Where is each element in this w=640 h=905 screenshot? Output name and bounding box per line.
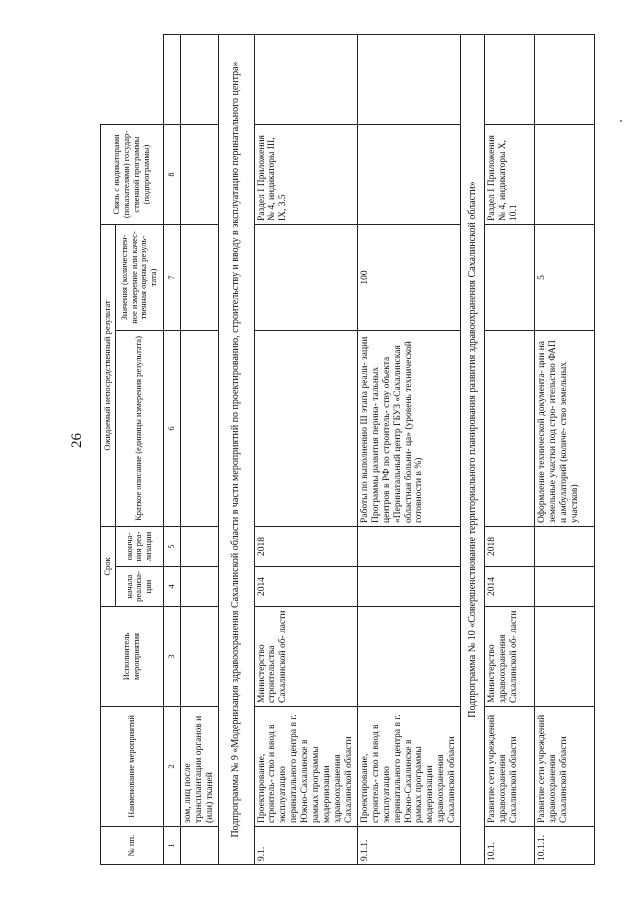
indicator-link: Раздел I Приложения № 4, индикаторы X, 10.1 [485,125,535,225]
column-numbers-row [163,35,180,865]
executor [357,607,460,707]
col-number: 6 [163,331,180,527]
header-term: Срок [101,527,116,607]
end-year [535,527,595,567]
header-name: Наименование мероприятий [101,707,164,827]
result-description: Работы по выполнению III этапа реали- зации Программы развития перина- тальных центров в РФ по строитель- ству объекта «Перинатальный центр ГБУЗ «Сахалинская областная больни- ца» (уровень технической готовности в %) [357,331,460,527]
row-number: 9.1.1. [357,827,460,865]
row-number: 10.1.1. [535,827,595,865]
indicator-link [535,125,595,225]
section-title: Подпрограмма № 9 «Модернизация здравоохранения Сахалинской области в части мероприятий по проектированию, строительству и вводу в эксплуатацию перинатального центра» [218,35,254,865]
result-description: Оформление технической документа- ции на земельные участки под стро- ительство ФАП и амбулаторий (количе- ство земельных участков) [535,331,595,527]
col-number: 4 [163,567,180,607]
end-year [357,527,460,567]
col-number: 7 [163,225,180,331]
start-year: 2014 [254,567,357,607]
executor: Министерство здравоохранения Сахалинской об- ласти [485,607,535,707]
indicator-link [357,125,460,225]
header-description: Краткое описание (единицы измерения результата) [115,331,163,527]
measure-name: Развитие сети учреждений здравоохранения Сахалинской области [535,707,595,827]
page-number: 26 [69,433,85,448]
measure-name: Проектирование, строитель- ство и ввод в эксплуатацию перинатального центра в г. Южно-Сахалинске в рамках программы модернизации здравоохранения Сахалинской области [254,707,357,827]
table-row [254,35,357,865]
result-value [485,225,535,331]
header-result: Ожидаемый непосредственный результат [101,225,116,527]
header-end: оконча- ния реа- лизации [115,527,163,567]
measure-name: Проектирование, строитель- ство и ввод в эксплуатацию перинатального центра в г. Южно-Сахалинске в рамках программы модернизации здравоохранения Сахалинской области [357,707,460,827]
col-number: 1 [163,827,180,865]
measures-table [100,34,595,865]
col-number: 5 [163,527,180,567]
table-row [357,35,460,865]
start-year [535,567,595,607]
continuation-text: зом, лиц после трансплантации органов и (или) тканей [180,707,218,827]
end-year: 2018 [254,527,357,567]
section-title: Подпрограмма № 10 «Совершенствование территориального планирования развития здравоохранения Сахалинской области» [461,35,485,865]
section-row [461,35,485,865]
col-number: 3 [163,607,180,707]
col-number: 2 [163,707,180,827]
result-value: 100 [357,225,460,331]
continuation-row [180,35,218,865]
rotated-table-container [100,35,600,865]
table-row [485,35,535,865]
section-row [218,35,254,865]
result-value [254,225,357,331]
table-row [535,35,595,865]
start-year [357,567,460,607]
indicator-link: Раздел I Приложения № 4, индикаторы III, IX, 3.5 [254,125,357,225]
header-value: Значения (количествен- ное измерение или качес- твенная оценка резуль- тата) [115,225,163,331]
col-number: 8 [163,125,180,225]
end-year: 2018 [485,527,535,567]
header-executor: Исполнитель мероприятия [101,607,164,707]
executor: Министерство строительства Сахалинской об- ласти [254,607,357,707]
result-value: 5 [535,225,595,331]
row-number: 10.1. [485,827,535,865]
header-num: № пп. [101,827,164,865]
start-year: 2014 [485,567,535,607]
header-link: Связь с индикаторами (показателями) государ- ственной программы (подпрограммы) [101,125,164,225]
executor [535,607,595,707]
result-description [254,331,357,527]
header-start: начала реализа- ции [115,567,163,607]
measure-name: Развитие сети учреждений здравоохранения Сахалинской области [485,707,535,827]
result-description [485,331,535,527]
scan-speck [620,120,622,122]
row-number: 9.1. [254,827,357,865]
col-number [163,35,180,125]
